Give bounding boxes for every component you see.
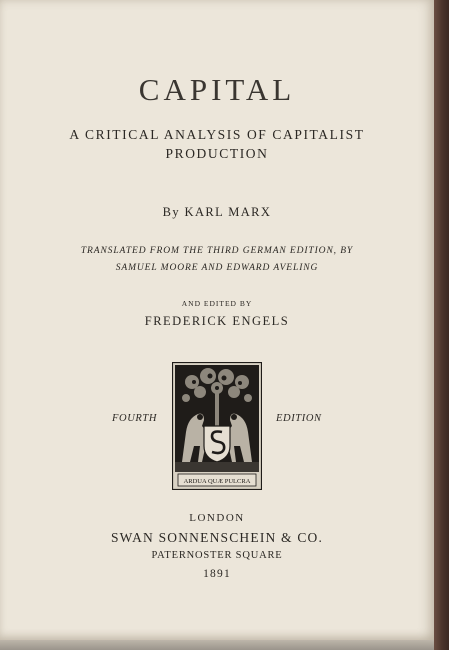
edited-by-line: AND EDITED BY — [181, 299, 253, 308]
book-title: CAPITAL — [138, 72, 296, 107]
edition-label-right: EDITION — [276, 413, 322, 424]
book-spine — [434, 0, 449, 650]
emblem-motto: ARDUA QUÆ PULCRA — [183, 478, 251, 485]
page-bottom-edge — [0, 640, 434, 650]
publisher-address: PATERNOSTER SQUARE — [151, 550, 283, 561]
subtitle-line-2: PRODUCTION — [165, 146, 269, 161]
translation-line-2: SAMUEL MOORE AND EDWARD AVELING — [115, 263, 319, 273]
publication-year: 1891 — [203, 568, 231, 580]
translation-line-1: TRANSLATED FROM THE THIRD GERMAN EDITION, BY — [80, 246, 354, 256]
publisher-emblem — [172, 362, 262, 490]
editor-name: FREDERICK ENGELS — [144, 314, 290, 328]
subtitle-line-1: A CRITICAL ANALYSIS OF CAPITALIST — [69, 127, 365, 142]
author-line: By KARL MARX — [162, 205, 272, 219]
publisher-name: SWAN SONNENSCHEIN & CO. — [110, 530, 324, 545]
publisher-city: LONDON — [189, 512, 245, 524]
edition-label-left: FOURTH — [112, 413, 158, 424]
